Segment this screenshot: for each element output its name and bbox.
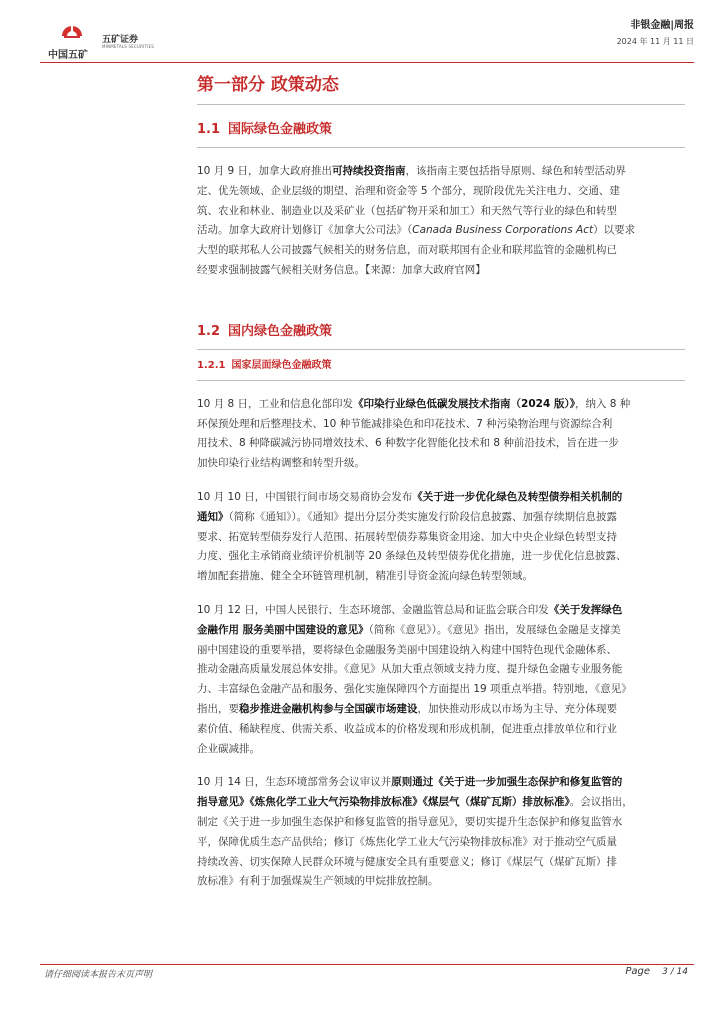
- footer-divider: [40, 964, 694, 965]
- paragraph-line: 筑、农业和林业、制造业以及采矿业（包括矿物开采和加工）和天然气等行业的绿色和转型: [197, 204, 617, 217]
- main-content: [197, 72, 685, 892]
- page-label: Page: [625, 966, 651, 977]
- paragraph-canada-guide: [197, 162, 685, 281]
- section-title-text: 国际绿色金融政策: [228, 122, 333, 137]
- paragraph-line: 企业碳减排。: [197, 742, 260, 755]
- paragraph-line: 定、优先领域、企业层级的期望、治理和资金等 5 个部分，现阶段优先关注电力、交通、建: [197, 184, 620, 197]
- section-number: 1.2: [197, 323, 221, 339]
- paragraph-line: 丽中国建设的重要举措，要将绿色金融服务美丽中国建设纳入构建中国特色现代金融体系、: [197, 643, 617, 656]
- paragraph-line: 10 月 10 日，中国银行间市场交易商协会发布《关于进一步优化绿色及转型债券相关机制的: [197, 490, 623, 503]
- paragraph-line: 力度、强化主承销商业绩评价机制等 20 条绿色及转型债券优化措施，进一步优化信息披露、: [197, 550, 627, 563]
- paragraph-line: 活动。加拿大政府计划修订《加拿大公司法》（Canada Business Corporations Act）以要求: [197, 224, 636, 237]
- paragraph-line: 推动金融高质量发展总体安排。《意见》从加大重点领域支持力度、提升绿色金融专业服务能: [197, 663, 623, 676]
- section-title-domestic: [197, 321, 685, 343]
- company-name-en: MINMETALS SECURITIES: [102, 44, 154, 49]
- paragraph-line: 放标准》有利于加强煤炭生产领域的甲烷排放控制。: [197, 875, 439, 888]
- page-number: 3 / 14: [662, 967, 688, 977]
- paragraph-line: 金融作用 服务美丽中国建设的意见》（简称《意见》）。《意见》指出，发展绿色金融是支撑美: [197, 623, 621, 636]
- paragraph-beautiful-china-opinion: [197, 601, 685, 759]
- paragraph-line: 经要求强制披露气候相关财务信息。【来源：加拿大政府官网】: [197, 263, 486, 276]
- paragraph-line: 10 月 14 日，生态环境部常务会议审议并原则通过《关于进一步加强生态保护和修复监管的: [197, 776, 623, 789]
- paragraph-line: 10 月 12 日，中国人民银行、生态环境部、金融监管总局和证监会联合印发《关于发挥绿色: [197, 603, 623, 616]
- paragraph-line: 平，保障优质生态产品供给；修订《炼焦化学工业大气污染物排放标准》对于推动空气质量: [197, 835, 617, 848]
- report-date: 2024 年 11 月 11 日: [616, 37, 694, 46]
- paragraph-line: 通知》（简称《通知》）。《通知》提出分层分类实施发行阶段信息披露、加强存续期信息披露: [197, 510, 617, 523]
- paragraph-dyeing-guide: [197, 395, 685, 474]
- company-short-name: 五矿证券: [102, 35, 139, 45]
- subsection-title-text: 国家层面绿色金融政策: [231, 359, 332, 371]
- paragraph-line: 指导意见》《炼焦化学工业大气污染物排放标准》《煤层气（煤矿瓦斯）排放标准》。会议指出，: [197, 796, 633, 809]
- paragraph-line: 增加配套措施、健全全环链管理机制，精准引导资金流向绿色转型领域。: [197, 570, 533, 583]
- page-header: [40, 14, 694, 62]
- paragraph-line: 素价值、稀缺程度、供需关系、收益成本的价格发现和形成机制，促进重点排放单位和行业: [197, 722, 617, 735]
- header-divider: [40, 62, 694, 63]
- paragraph-ecology-meeting: [197, 773, 685, 892]
- section-number: 1.1: [197, 122, 221, 137]
- paragraph-line: 要求、拓宽转型债券发行人范围、拓展转型债券募集资金用途、加大中央企业绿色转型支持: [197, 530, 617, 543]
- paragraph-line: 环保预处理和后整理技术、10 种节能减排染色和印花技术、7 种污染物治理与资源综合利: [197, 417, 613, 430]
- paragraph-line: 用技术、8 种降碳减污协同增效技术、6 种数字化智能化技术和 8 种前沿技术，旨在进一步: [197, 437, 619, 450]
- paragraph-line: 力、丰富绿色金融产品和服务、强化实施保障四个方面提出 19 项重点举措。特别地，《意见》: [197, 683, 632, 696]
- paragraph-line: 制定《关于进一步加强生态保护和修复监管的指导意见》，要切实提升生态保护和修复监管水: [197, 815, 623, 828]
- paragraph-line: 指出，要稳步推进金融机构参与全国碳市场建设，加快推动形成以市场为主导、充分体现要: [197, 702, 617, 715]
- minmetals-logo-icon: [60, 20, 84, 42]
- subsection-number: 1.2.1: [197, 359, 226, 371]
- paragraph-line: 加快印染行业结构调整和转型升级。: [197, 457, 365, 470]
- paragraph-green-bond-notice: [197, 488, 685, 587]
- footer-disclaimer: 请仔细阅读本报告末页声明: [44, 970, 153, 980]
- report-type: 非银金融|周报: [630, 20, 694, 31]
- page-indicator: [625, 966, 688, 977]
- paragraph-line: 10 月 9 日，加拿大政府推出可持续投资指南，该指南主要包括指导原则、绿色和转型活动界: [197, 165, 627, 177]
- paragraph-line: 10 月 8 日，工业和信息化部印发《印染行业绿色低碳发展技术指南（2024 版）》，纳入 8 种: [197, 397, 631, 410]
- subsection-title-national: [197, 358, 685, 374]
- part-title: 第一部分 政策动态: [197, 75, 339, 95]
- section-title-text: 国内绿色金融政策: [228, 323, 333, 339]
- company-name-cn: 中国五矿: [48, 50, 88, 61]
- paragraph-line: 大型的联邦私人公司披露气候相关的财务信息，而对联邦国有企业和联邦监管的金融机构已: [197, 244, 617, 257]
- section-title-international: [197, 119, 685, 141]
- paragraph-line: 持续改善、切实保障人民群众环境与健康安全具有重要意义；修订《煤层气（煤矿瓦斯）排: [197, 855, 617, 868]
- company-logo: [46, 18, 156, 62]
